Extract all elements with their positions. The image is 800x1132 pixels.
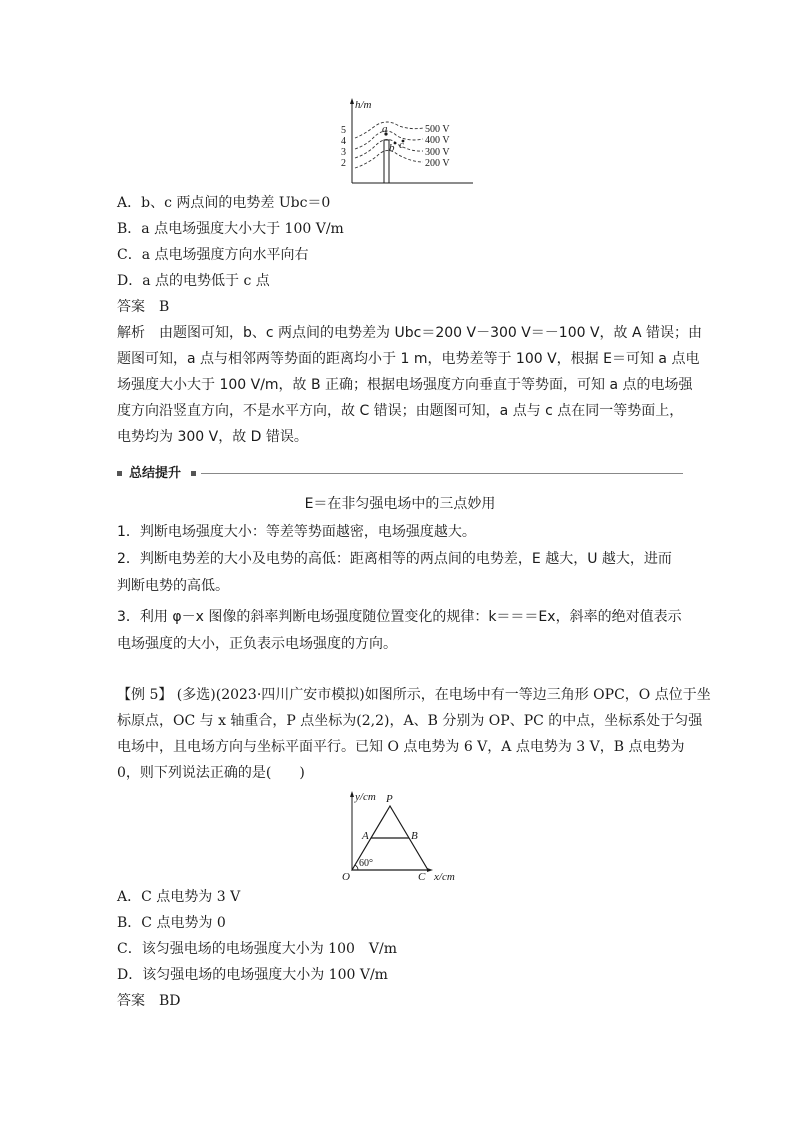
q4-answer: 答案 B bbox=[117, 299, 170, 315]
figure1-ytick-5: 5 bbox=[341, 125, 346, 136]
q4-option-b: B．a 点电场强度大小大于 100 V/m bbox=[117, 221, 344, 237]
example5-option-c: C．该匀强电场的电场强度大小为 100 V/m bbox=[117, 941, 397, 957]
summary-heading: 总结提升 bbox=[129, 466, 182, 481]
q4-option-d: D．a 点的电势低于 c 点 bbox=[117, 273, 270, 289]
summary-item-3-cont: 电场强度的大小，正负表示电场强度的方向。 bbox=[117, 636, 397, 652]
point-c-label: c bbox=[399, 139, 404, 151]
label-p: P bbox=[386, 793, 393, 805]
curve-label-500: 500 V bbox=[425, 124, 450, 135]
example5-answer: 答案 BD bbox=[117, 993, 181, 1009]
figure2-ylabel: y/cm bbox=[355, 791, 376, 803]
figure1-ytick-3: 3 bbox=[341, 147, 346, 158]
point-a-label: a bbox=[382, 123, 388, 135]
curve-label-200: 200 V bbox=[425, 158, 450, 169]
example5-line-2: 标原点，OC 与 x 轴重合，P 点坐标为(2,2)，A、B 分别为 OP、PC 的中点，坐标系处于匀强 bbox=[117, 713, 703, 729]
example5-option-d: D．该匀强电场的电场强度大小为 100 V/m bbox=[117, 967, 388, 983]
summary-title: E＝在非匀强电场中的三点妙用 bbox=[304, 496, 496, 512]
label-o: O bbox=[342, 871, 350, 883]
summary-bullet-icon bbox=[117, 471, 122, 476]
summary-divider bbox=[201, 473, 683, 474]
figure2-xlabel: x/cm bbox=[434, 871, 455, 883]
triangle-figure bbox=[338, 788, 468, 884]
q4-analysis-line-2: 题图可知，a 点与相邻两等势面的距离均小于 1 m，电势差等于 100 V，根据 E＝可知 a 点电 bbox=[117, 351, 700, 367]
summary-item-2: 2．判断电势差的大小及电势的高低：距离相等的两点间的电势差，E 越大，U 越大，进而 bbox=[117, 551, 672, 567]
q4-analysis-line-4: 度方向沿竖直方向，不是水平方向，故 C 错误；由题图可知，a 点与 c 点在同一等势面上， bbox=[117, 403, 684, 419]
point-b-label: b bbox=[389, 142, 395, 154]
summary-item-2-cont: 判断电势的高低。 bbox=[117, 578, 229, 594]
equipotential-500 bbox=[355, 122, 423, 138]
example5-line-3: 电场中，且电场方向与坐标平面平行。已知 O 点电势为 6 V，A 点电势为 3 V，B 点电势为 bbox=[117, 739, 685, 755]
summary-header bbox=[117, 466, 683, 482]
q4-option-a: A．b、c 两点间的电势差 Ubc＝0 bbox=[117, 195, 331, 211]
label-b: B bbox=[411, 830, 418, 842]
example5-option-b: B．C 点电势为 0 bbox=[117, 915, 226, 931]
example5-option-a: A．C 点电势为 3 V bbox=[117, 889, 241, 905]
label-c: C bbox=[418, 871, 426, 883]
figure1-ytick-4: 4 bbox=[341, 136, 346, 147]
summary-divider-dot bbox=[191, 471, 196, 476]
q4-analysis-line-3: 场强度大小大于 100 V/m，故 B 正确；根据电场强度方向垂直于等势面，可知 a 点的电场强 bbox=[117, 377, 693, 393]
example5-line-1: 【例 5】 (多选)(2023·四川广安市模拟)如图所示，在电场中有一等边三角形 OPC，O 点位于坐 bbox=[117, 687, 711, 703]
angle-label: 60° bbox=[359, 858, 373, 869]
figure1-ytick-2: 2 bbox=[341, 158, 346, 169]
q4-option-c: C．a 点电场强度方向水平向右 bbox=[117, 247, 309, 263]
curve-label-400: 400 V bbox=[425, 135, 450, 146]
q4-analysis-line-1: 解析 由题图可知，b、c 两点间的电势差为 Ubc＝200 V－300 V＝－100 V，故 A 错误；由 bbox=[117, 325, 703, 341]
equipotential-figure bbox=[335, 96, 475, 188]
example5-line-4: 0，则下列说法正确的是( ) bbox=[117, 765, 305, 781]
label-a: A bbox=[362, 830, 369, 842]
figure1-ylabel: h/m bbox=[355, 99, 372, 111]
summary-item-3: 3．利用 φ－x 图像的斜率判断电场强度随位置变化的规律：k＝＝＝Ex，斜率的绝对值表示 bbox=[117, 609, 682, 625]
summary-item-1: 1．判断电场强度大小：等差等势面越密，电场强度越大。 bbox=[117, 524, 476, 540]
curve-label-300: 300 V bbox=[425, 147, 450, 158]
q4-analysis-line-5: 电势均为 300 V，故 D 错误。 bbox=[117, 429, 308, 445]
angle-arc bbox=[355, 865, 358, 870]
